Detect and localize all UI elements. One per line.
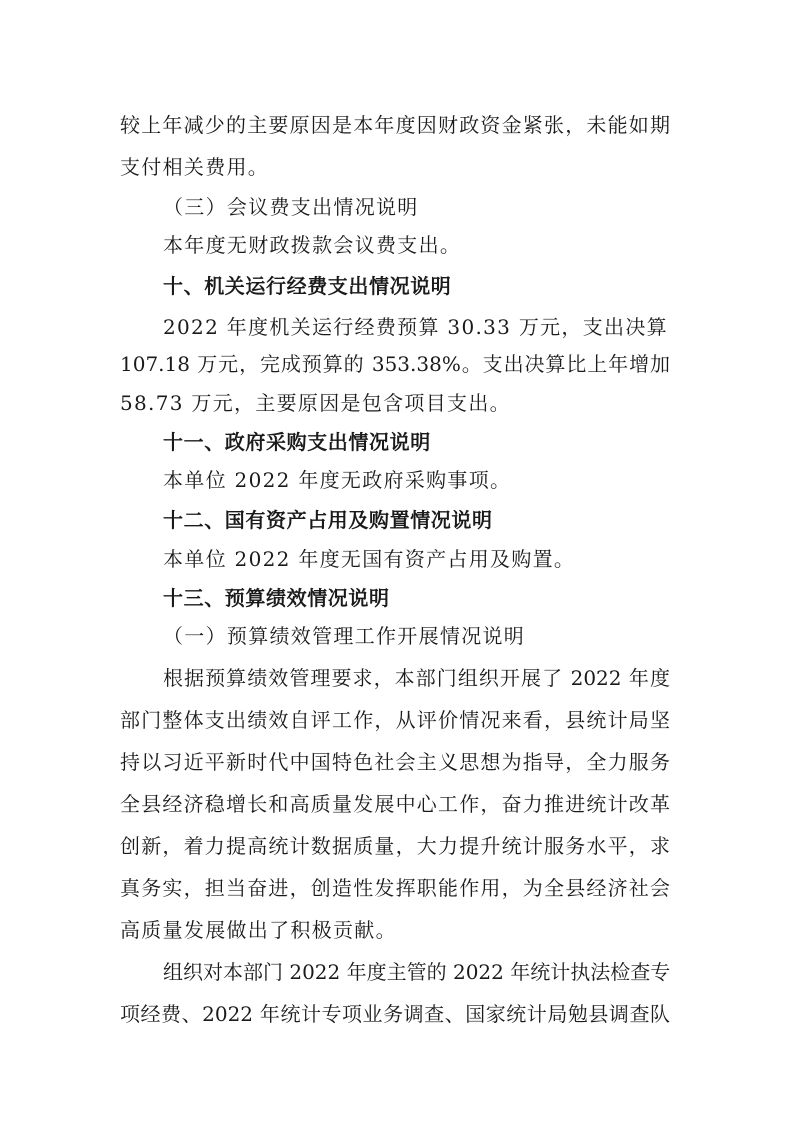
subsection-heading: （一）预算绩效管理工作开展情况说明 xyxy=(163,624,526,648)
body-text-line: 组织对本部门 2022 年度主管的 2022 年统计执法检查专 xyxy=(163,960,671,984)
body-text-line: 部门整体支出绩效自评工作，从评价情况来看，县统计局坚 xyxy=(120,708,670,732)
section-heading: 十一、政府采购支出情况说明 xyxy=(163,430,431,454)
body-text-line: 107.18 万元，完成预算的 353.38%。支出决算比上年增加 xyxy=(120,352,670,376)
body-text-line: 58.73 万元，主要原因是包含项目支出。 xyxy=(120,391,511,415)
section-heading: 十二、国有资产占用及购置情况说明 xyxy=(163,508,493,532)
body-text-line: 支付相关费用。 xyxy=(120,155,270,179)
body-text-line: 本单位 2022 年度无国有资产占用及购置。 xyxy=(163,547,576,571)
body-text-line: 创新，着力提高统计数据质量，大力提升统计服务水平，求 xyxy=(120,834,670,858)
body-text-line: 项经费、2022 年统计专项业务调查、国家统计局勉县调查队 xyxy=(120,1002,670,1026)
body-text-line: 真务实，担当奋进，创造性发挥职能作用，为全县经济社会 xyxy=(120,876,670,900)
section-heading: 十、机关运行经费支出情况说明 xyxy=(163,274,452,298)
body-text-line: 较上年减少的主要原因是本年度因财政资金紧张，未能如期 xyxy=(120,113,670,137)
body-text-line: 本单位 2022 年度无政府采购事项。 xyxy=(163,468,512,492)
subsection-heading: （三）会议费支出情况说明 xyxy=(163,195,419,219)
body-text-line: 根据预算绩效管理要求，本部门组织开展了 2022 年度 xyxy=(163,666,670,690)
body-text-line: 高质量发展做出了积极贡献。 xyxy=(120,918,397,942)
section-heading: 十三、预算绩效情况说明 xyxy=(163,586,390,610)
body-text-line: 2022 年度机关运行经费预算 30.33 万元，支出决算 xyxy=(163,315,668,339)
body-text-line: 全县经济稳增长和高质量发展中心工作，奋力推进统计改革 xyxy=(120,792,670,816)
body-text-line: 本年度无财政拨款会议费支出。 xyxy=(163,233,462,257)
body-text-line: 持以习近平新时代中国特色社会主义思想为指导，全力服务 xyxy=(120,750,670,774)
